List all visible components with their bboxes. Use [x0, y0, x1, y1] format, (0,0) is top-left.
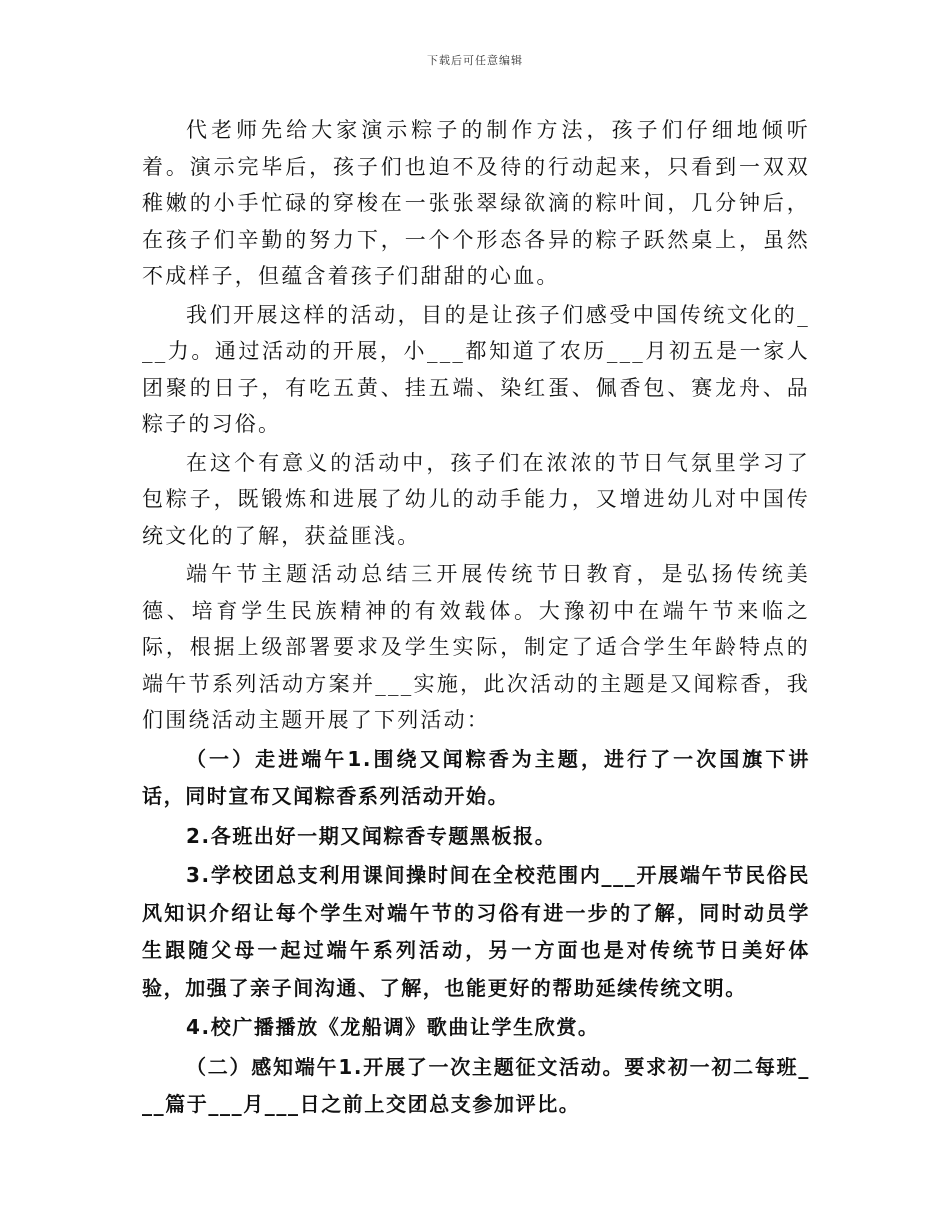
paragraph-meaningful-activity: 在这个有意义的活动中，孩子们在浓浓的节日气氛里学习了包粽子，既锻炼和进展了幼儿的动手能力，又增进幼儿对中国传统文化的了解，获益匪浅。: [142, 450, 810, 548]
paragraph-zongzi-demo: 代老师先给大家演示粽子的制作方法，孩子们仔细地倾听着。演示完毕后，孩子们也迫不及待的行动起来，只看到一双双稚嫩的小手忙碌的穿梭在一张张翠绿欲滴的粽叶间，几分钟后，在孩子们辛勤的努力下，一个个形态各异的粽子跃然桌上，虽然不成样子，但蕴含着孩子们甜甜的心血。: [142, 118, 810, 288]
paragraph-item-four: 4.校广播播放《龙船调》歌曲让学生欣赏。: [186, 1015, 600, 1039]
document-body: [142, 112, 810, 1124]
paragraph-item-two: 2.各班出好一期又闻粽香专题黑板报。: [186, 823, 557, 848]
paragraph-section-two: （二）感知端午1.开展了一次主题征文活动。要求初一初二每班___篇于___月___日之前上交团总支参加评比。: [142, 1054, 810, 1116]
paragraph-activity-purpose: 我们开展这样的活动，目的是让孩子们感受中国传统文化的___力。通过活动的开展，小___都知道了农历___月初五是一家人团聚的日子，有吃五黄、挂五端、染红蛋、佩香包、赛龙舟、品粽子的习俗。: [142, 302, 810, 436]
paragraph-section-one: （一）走进端午1.围绕又闻粽香为主题，进行了一次国旗下讲话，同时宣布又闻粽香系列活动开始。: [142, 746, 810, 808]
paragraph-item-three: 3.学校团总支利用课间操时间在全校范围内___开展端午节民俗民风知识介绍让每个学生对端午节的习俗有进一步的了解，同时动员学生跟随父母一起过端午系列活动，另一方面也是对传统节日美好体验，加强了亲子间沟通、了解，也能更好的帮助延续传统文明。: [142, 863, 810, 1000]
page-header: 下载后可任意编辑: [427, 54, 523, 67]
paragraph-summary-intro: 端午节主题活动总结三开展传统节日教育，是弘扬传统美德、培育学生民族精神的有效载体。大豫初中在端午节来临之际，根据上级部署要求及学生实际，制定了适合学生年龄特点的端午节系列活动方案并___实施，此次活动的主题是又闻粽香，我们围绕活动主题开展了下列活动：: [142, 562, 810, 732]
